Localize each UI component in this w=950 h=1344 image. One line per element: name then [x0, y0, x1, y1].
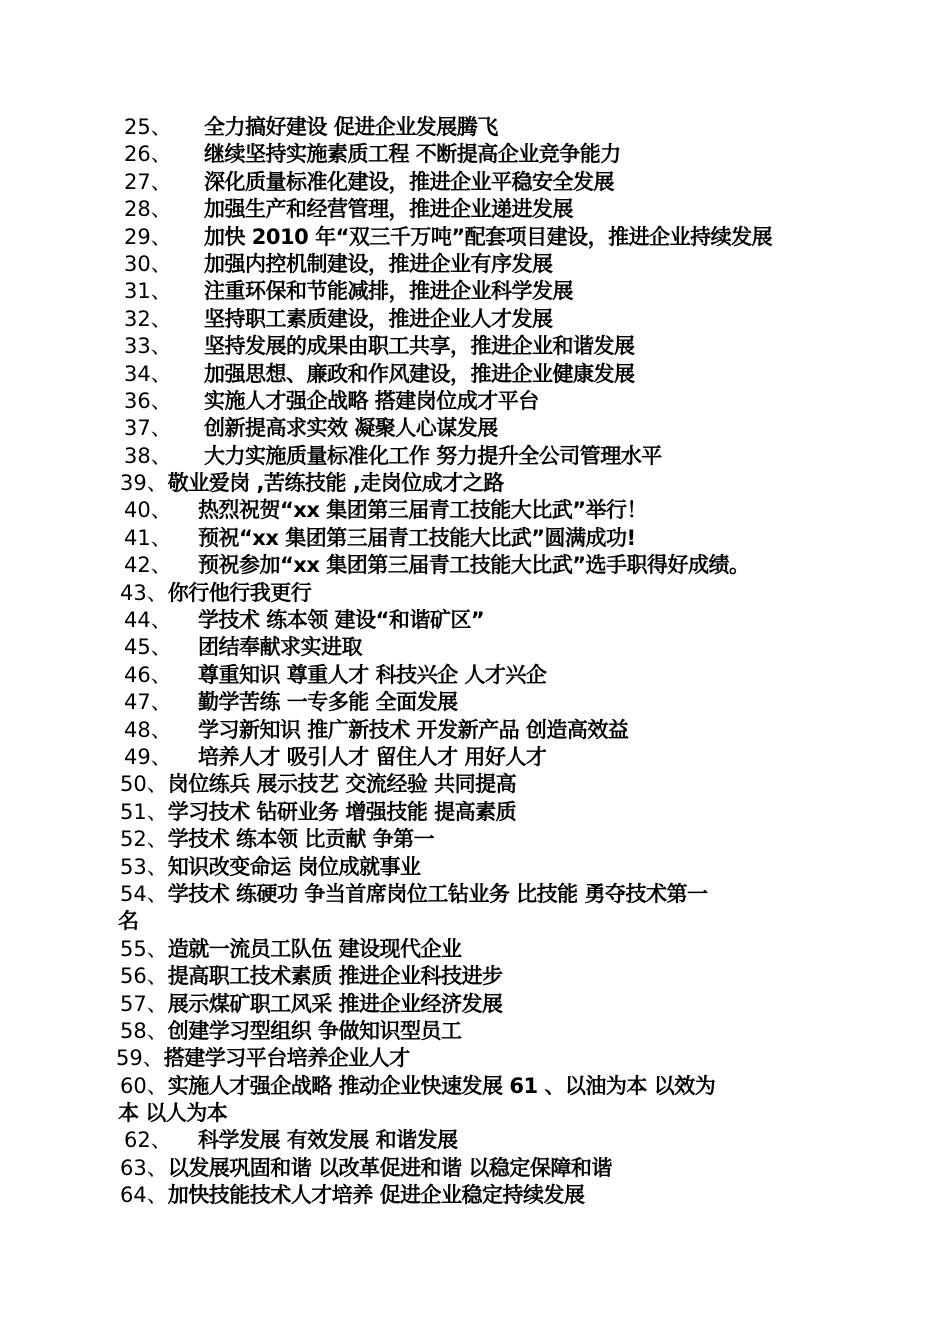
slogan-text: 实施人才强企战略 搭建岗位成才平台 — [204, 388, 539, 413]
slogan-number: 54、 — [120, 881, 168, 906]
slogan-text: 加强思想、廉政和作风建设，推进企业健康发展 — [204, 361, 635, 386]
slogan-line — [0, 689, 950, 716]
slogan-line — [0, 525, 950, 552]
slogan-line — [0, 580, 950, 607]
slogan-text: 预祝参加“xx 集团第三届青工技能大比武”选手职得好成绩。 — [198, 553, 750, 578]
slogan-line — [0, 1018, 950, 1045]
slogan-number: 30、 — [124, 251, 172, 276]
slogan-line — [0, 799, 950, 826]
slogan-line — [0, 908, 950, 935]
slogan-number: 27、 — [124, 169, 172, 194]
slogan-text: 岗位练兵 展示技艺 交流经验 共同提高 — [167, 772, 517, 797]
slogan-number: 43、 — [120, 580, 168, 605]
slogan-text: 科学发展 有效发展 和谐发展 — [198, 1128, 458, 1153]
slogan-text: 展示煤矿职工风采 推进企业经济发展 — [167, 991, 503, 1016]
slogan-number: 37、 — [124, 416, 172, 441]
slogan-line — [0, 388, 950, 415]
slogan-line — [0, 251, 950, 278]
slogan-number: 47、 — [124, 690, 172, 715]
slogan-text: 预祝“xx 集团第三届青工技能大比武”圆满成功! — [198, 525, 636, 550]
slogan-line — [0, 443, 950, 470]
slogan-number: 34、 — [124, 361, 172, 386]
slogan-number: 45、 — [124, 635, 172, 660]
slogan-number: 55、 — [120, 936, 168, 961]
slogan-text: 勤学苦练 一专多能 全面发展 — [198, 690, 458, 715]
slogan-number: 40、 — [124, 498, 172, 523]
slogan-text: 尊重知识 尊重人才 科技兴企 人才兴企 — [198, 662, 547, 687]
slogan-text: 热烈祝贺“xx 集团第三届青工技能大比武”举行！ — [198, 498, 648, 523]
slogan-number: 46、 — [124, 662, 172, 687]
slogan-text: 名 — [118, 909, 139, 934]
slogan-number: 50、 — [120, 772, 168, 797]
slogan-text: 团结奉献求实进取 — [198, 635, 362, 660]
slogan-number: 52、 — [120, 827, 168, 852]
slogan-number: 44、 — [124, 608, 172, 633]
slogan-text: 加强生产和经营管理，推进企业递进发展 — [204, 197, 573, 222]
slogan-line — [0, 854, 950, 881]
slogan-line — [0, 497, 950, 524]
slogan-number: 36、 — [124, 388, 172, 413]
slogan-line — [0, 306, 950, 333]
slogan-text: 坚持职工素质建设，推进企业人才发展 — [204, 306, 553, 331]
slogan-number: 33、 — [124, 334, 172, 359]
slogan-line — [0, 1073, 950, 1100]
slogan-line — [0, 936, 950, 963]
slogan-text: 造就一流员工队伍 建设现代企业 — [167, 936, 462, 961]
slogan-line — [0, 826, 950, 853]
slogan-text: 加快 2010 年“双三千万吨”配套项目建设，推进企业持续发展 — [204, 224, 773, 249]
slogan-line — [0, 881, 950, 908]
slogan-line — [0, 415, 950, 442]
slogan-text: 加强内控机制建设，推进企业有序发展 — [204, 251, 553, 276]
slogan-text: 全力搞好建设 促进企业发展腾飞 — [204, 115, 498, 139]
slogan-number: 63、 — [120, 1155, 168, 1180]
slogan-text: 搭建学习平台培养企业人才 — [163, 1046, 410, 1071]
slogan-line — [0, 224, 950, 251]
slogan-text: 学技术 练本领 建设“和谐矿区” — [198, 608, 485, 633]
slogan-line — [0, 771, 950, 798]
slogan-line — [0, 963, 950, 990]
slogan-line — [0, 607, 950, 634]
slogan-number: 59、 — [116, 1046, 164, 1071]
slogan-line — [0, 744, 950, 771]
slogan-text: 继续坚持实施素质工程 不断提高企业竞争能力 — [204, 142, 621, 167]
slogan-list — [0, 114, 950, 1210]
slogan-text: 创建学习型组织 争做知识型员工 — [167, 1018, 462, 1043]
slogan-number: 58、 — [120, 1018, 168, 1043]
slogan-text: 实施人才强企战略 推动企业快速发展 61 、以油为本 以效为 — [167, 1073, 716, 1098]
slogan-number: 62、 — [124, 1128, 172, 1153]
slogan-line — [0, 1155, 950, 1182]
slogan-number: 41、 — [124, 525, 172, 550]
slogan-number: 51、 — [120, 799, 168, 824]
slogan-number: 26、 — [124, 142, 172, 167]
slogan-text: 坚持发展的成果由职工共享，推进企业和谐发展 — [204, 334, 635, 359]
slogan-text: 学习新知识 推广新技术 开发新产品 创造高效益 — [198, 717, 629, 742]
slogan-text: 本 以人为本 — [118, 1101, 228, 1126]
slogan-line — [0, 114, 950, 141]
slogan-line — [0, 552, 950, 579]
slogan-line — [0, 333, 950, 360]
slogan-number: 49、 — [124, 744, 172, 769]
slogan-text: 知识改变命运 岗位成就事业 — [167, 854, 421, 879]
slogan-line — [0, 141, 950, 168]
slogan-number: 60、 — [120, 1073, 168, 1098]
slogan-line — [0, 1127, 950, 1154]
slogan-text: 创新提高求实效 凝聚人心谋发展 — [204, 416, 498, 441]
slogan-number: 38、 — [124, 443, 172, 468]
slogan-number: 31、 — [124, 279, 172, 304]
slogan-text: 加快技能技术人才培养 促进企业稳定持续发展 — [167, 1183, 585, 1208]
slogan-line — [0, 717, 950, 744]
slogan-text: 学技术 练硬功 争当首席岗位工钻业务 比技能 勇夺技术第一 — [167, 881, 708, 906]
slogan-text: 敬业爱岗 ,苦练技能 ,走岗位成才之路 — [167, 471, 504, 496]
slogan-line — [0, 278, 950, 305]
slogan-line — [0, 361, 950, 388]
slogan-text: 大力实施质量标准化工作 努力提升全公司管理水平 — [204, 443, 662, 468]
slogan-line — [0, 991, 950, 1018]
slogan-line — [0, 662, 950, 689]
slogan-text: 以发展巩固和谐 以改革促进和谐 以稳定保障和谐 — [167, 1155, 612, 1180]
slogan-line — [0, 169, 950, 196]
slogan-text: 深化质量标准化建设，推进企业平稳安全发展 — [204, 169, 614, 194]
slogan-line — [0, 196, 950, 223]
slogan-text: 学习技术 钻研业务 增强技能 提高素质 — [167, 799, 517, 824]
slogan-text: 学技术 练本领 比贡献 争第一 — [167, 827, 435, 852]
slogan-number: 57、 — [120, 991, 168, 1016]
slogan-number: 56、 — [120, 964, 168, 989]
slogan-number: 42、 — [124, 553, 172, 578]
slogan-number: 25、 — [124, 115, 172, 139]
slogan-line — [0, 1045, 950, 1072]
slogan-text: 提高职工技术素质 推进企业科技进步 — [167, 964, 503, 989]
slogan-number: 32、 — [124, 306, 172, 331]
slogan-number: 48、 — [124, 717, 172, 742]
slogan-text: 你行他行我更行 — [167, 580, 312, 605]
slogan-line — [0, 1100, 950, 1127]
slogan-text: 注重环保和节能减排，推进企业科学发展 — [204, 279, 573, 304]
slogan-line — [0, 470, 950, 497]
slogan-number: 28、 — [124, 197, 172, 222]
slogan-number: 53、 — [120, 854, 168, 879]
slogan-number: 64、 — [120, 1183, 168, 1208]
slogan-line — [0, 1182, 950, 1209]
slogan-number: 29、 — [124, 224, 172, 249]
slogan-text: 培养人才 吸引人才 留住人才 用好人才 — [198, 744, 547, 769]
slogan-number: 39、 — [120, 471, 168, 496]
slogan-line — [0, 634, 950, 661]
